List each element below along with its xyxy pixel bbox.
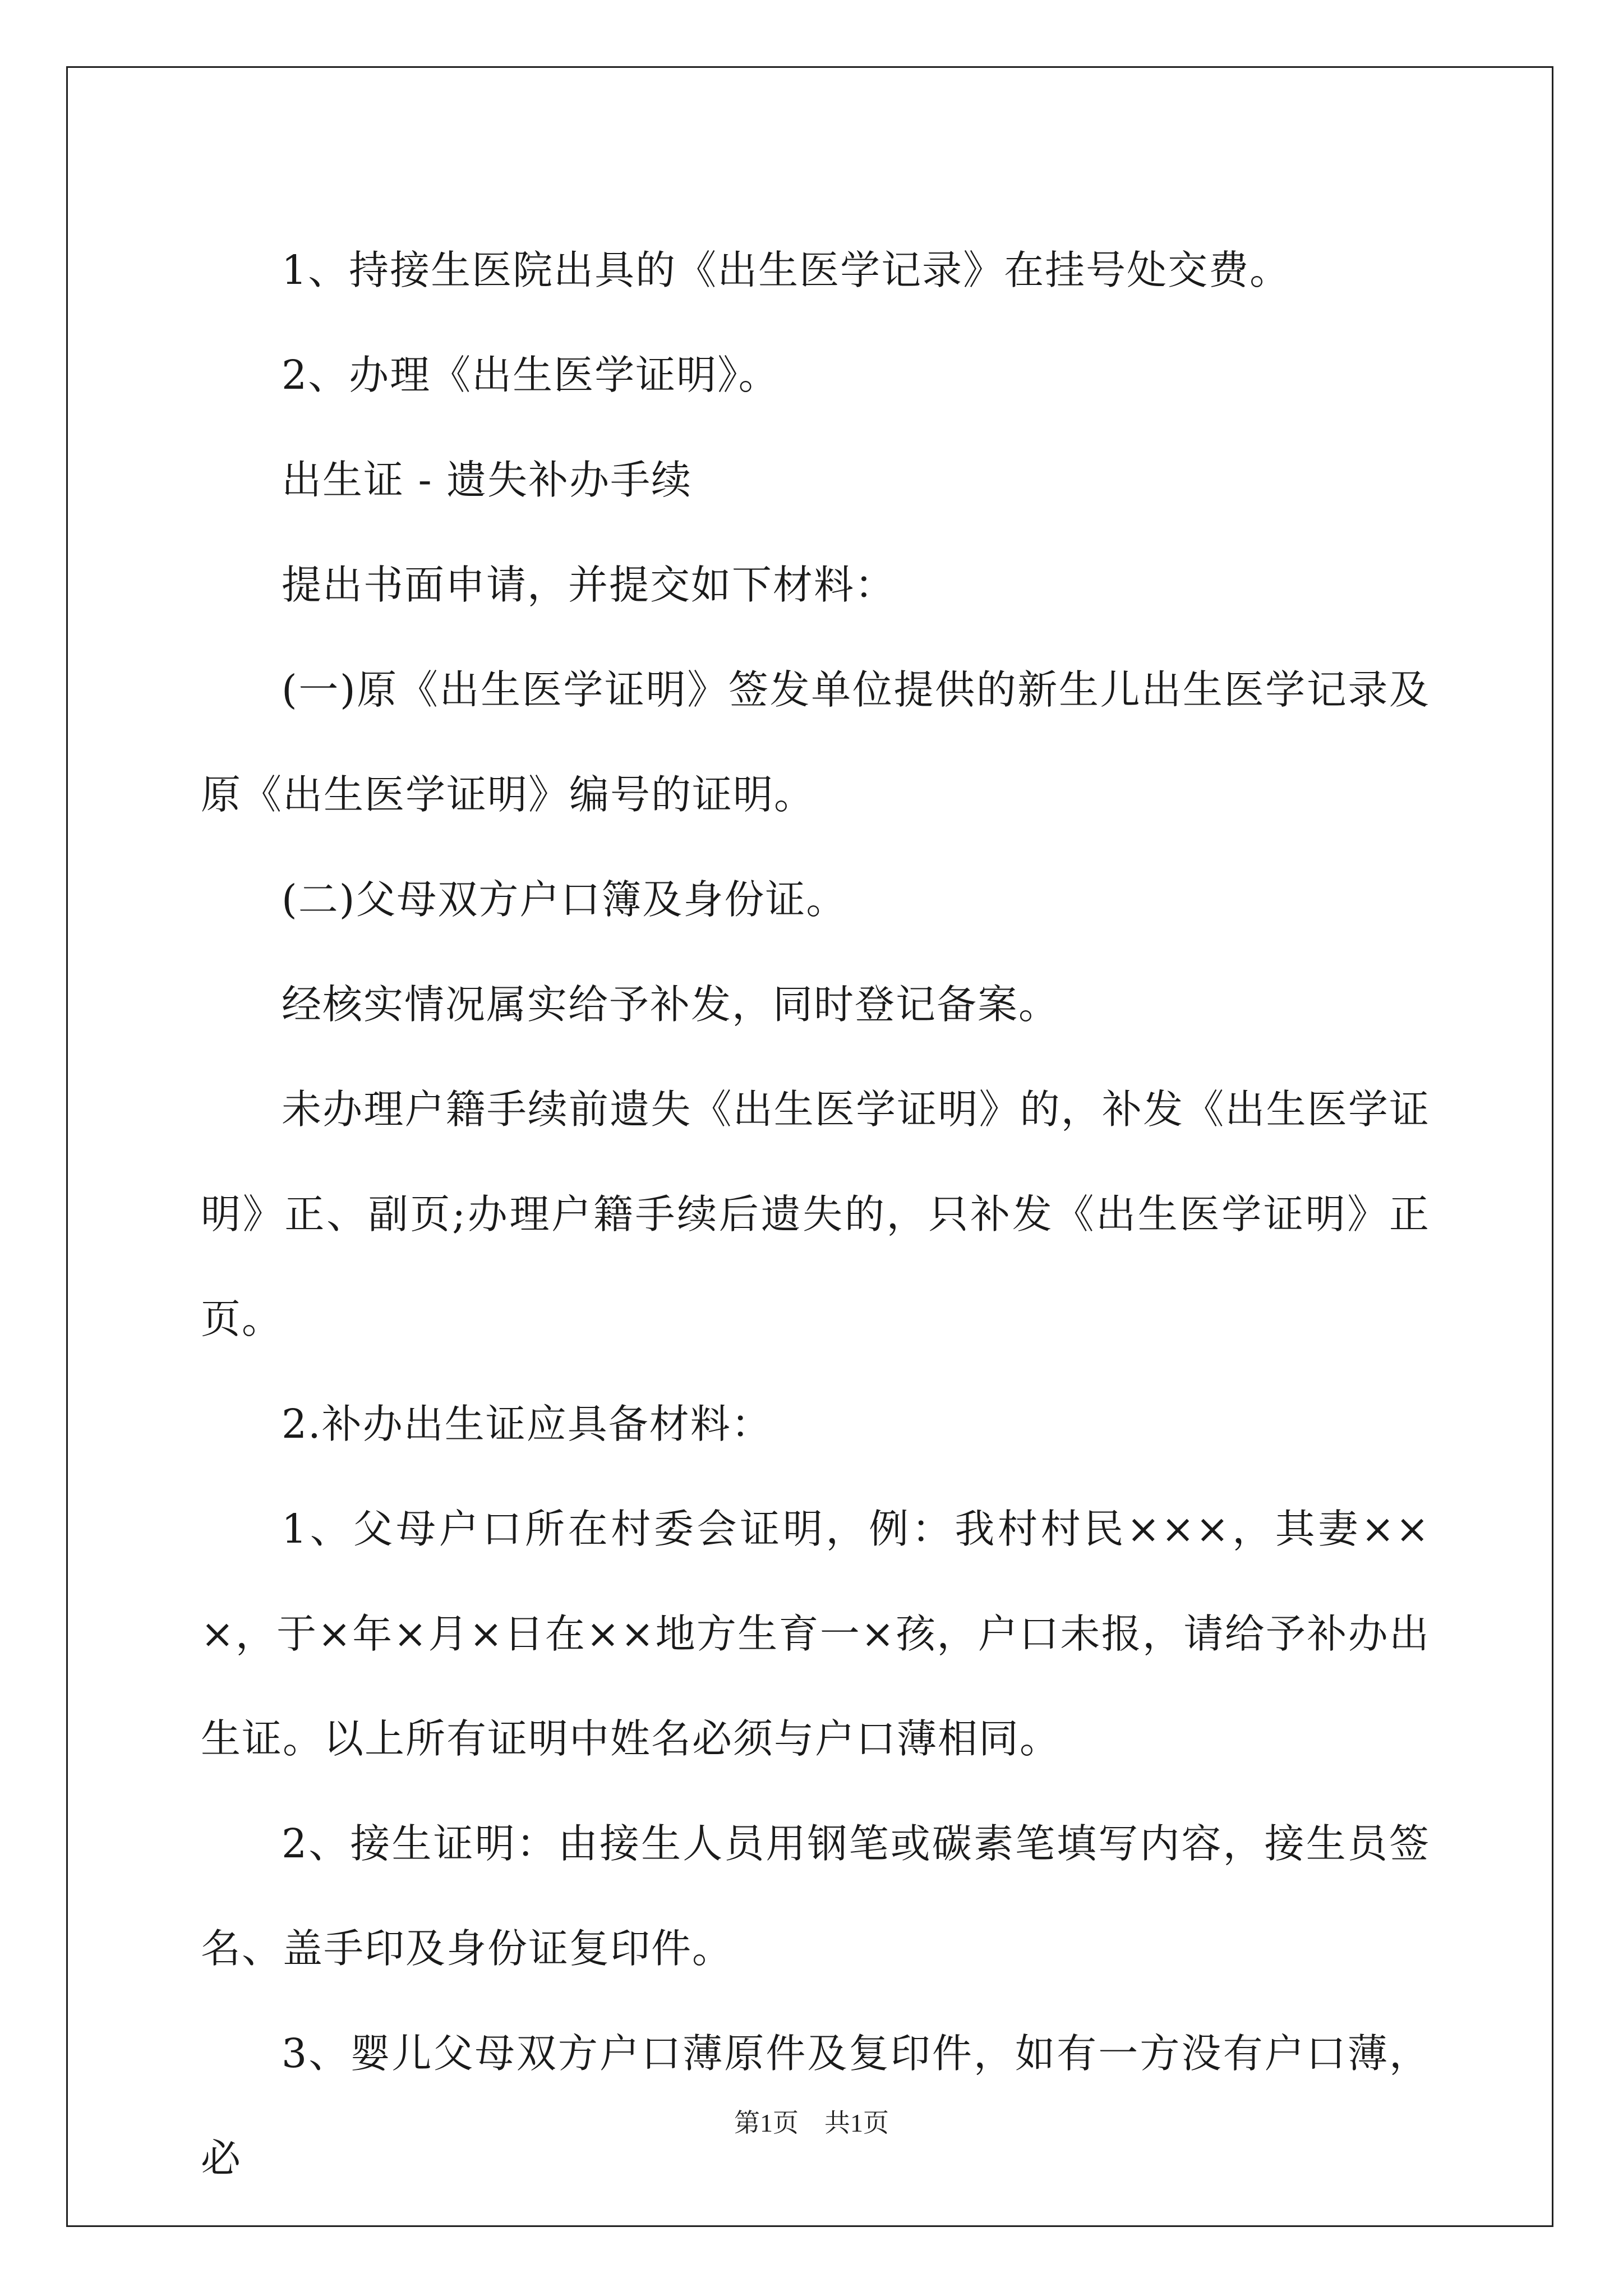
paragraph-2: 2、办理《出生医学证明》。	[282, 352, 780, 398]
paragraph-6: (二)父母双方户口簿及身份证。	[282, 876, 847, 923]
paragraph-4: 提出书面申请，并提交如下材料：	[282, 562, 896, 608]
paragraph-5: (一)原《出生医学证明》签发单位提供的新生儿出生医学记录及原《出生医学证明》编号的证明。	[201, 666, 1430, 818]
paragraph-3: 出生证 - 遗失补办手续	[282, 457, 693, 503]
paragraph-1: 1、持接生医院出具的《出生医学记录》在挂号处交费。	[282, 247, 1291, 293]
page-footer: 第1页 共1页	[734, 2109, 889, 2137]
document-body	[201, 218, 1430, 2211]
paragraph-10: 1、父母户口所在村委会证明，例：我村村民×××，其妻×××，于×年×月×日在××地方生育一×孩，户口未报，请给予补办出生证。以上所有证明中姓名必须与户口薄相同。	[201, 1506, 1430, 1762]
paragraph-9: 2.补办出生证应具备材料：	[282, 1401, 772, 1447]
paragraph-7: 经核实情况属实给予补发，同时登记备案。	[282, 981, 1060, 1028]
paragraph-11: 2、接生证明：由接生人员用钢笔或碳素笔填写内容，接生员签名、盖手印及身份证复印件。	[201, 1820, 1430, 1972]
paragraph-8: 未办理户籍手续前遗失《出生医学证明》的，补发《出生医学证明》正、副页;办理户籍手续后遗失的，只补发《出生医学证明》正页。	[201, 1086, 1430, 1342]
paragraph-12: 3、婴儿父母双方户口薄原件及复印件，如有一方没有户口薄，必	[201, 2030, 1430, 2182]
